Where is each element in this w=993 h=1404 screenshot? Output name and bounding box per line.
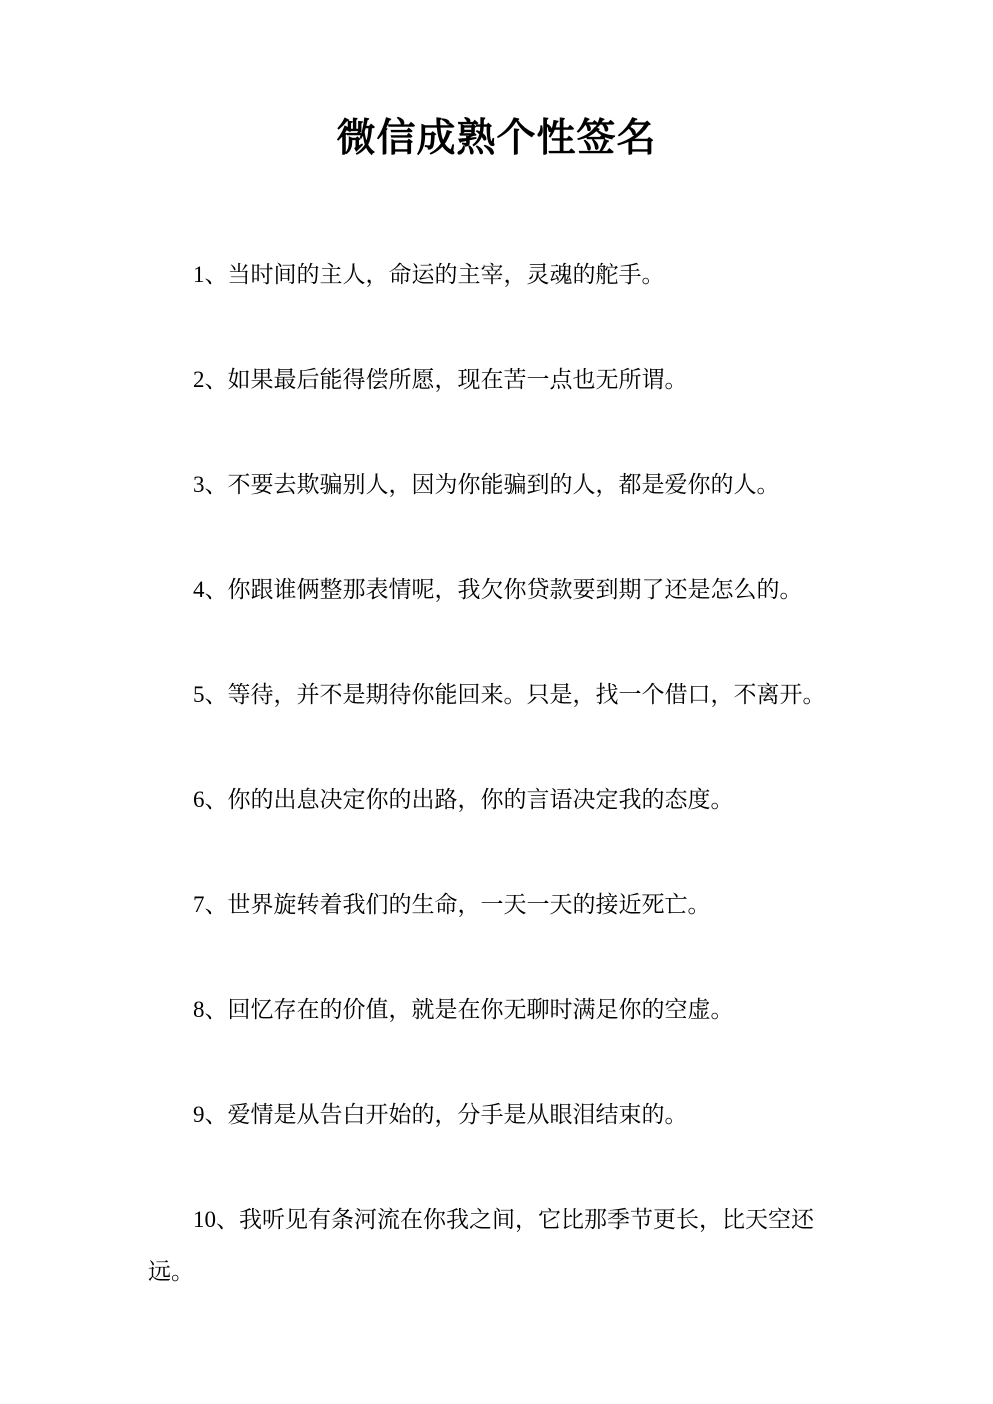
signature-item-5: 5、等待，并不是期待你能回来。只是，找一个借口，不离开。 (193, 682, 826, 707)
signature-item-7: 7、世界旋转着我们的生命，一天一天的接近死亡。 (193, 892, 711, 917)
signature-item-10: 10、我听见有条河流在你我之间，它比那季节更长，比天空还远。 (148, 1207, 814, 1284)
signature-item-4: 4、你跟谁俩整那表情呢，我欠你贷款要到期了还是怎么的。 (193, 577, 803, 602)
signature-list (148, 249, 828, 1298)
signature-item-3: 3、不要去欺骗别人，因为你能骗到的人，都是爱你的人。 (193, 472, 780, 497)
signature-item-2: 2、如果最后能得偿所愿，现在苦一点也无所谓。 (193, 367, 688, 392)
signature-item-9: 9、爱情是从告白开始的，分手是从眼泪结束的。 (193, 1102, 688, 1127)
document-title: 微信成熟个性签名 (336, 117, 657, 160)
signature-item-8: 8、回忆存在的价值，就是在你无聊时满足你的空虚。 (193, 997, 734, 1022)
signature-item-6: 6、你的出息决定你的出路，你的言语决定我的态度。 (193, 787, 734, 812)
signature-item-1: 1、当时间的主人，命运的主宰，灵魂的舵手。 (193, 262, 665, 287)
